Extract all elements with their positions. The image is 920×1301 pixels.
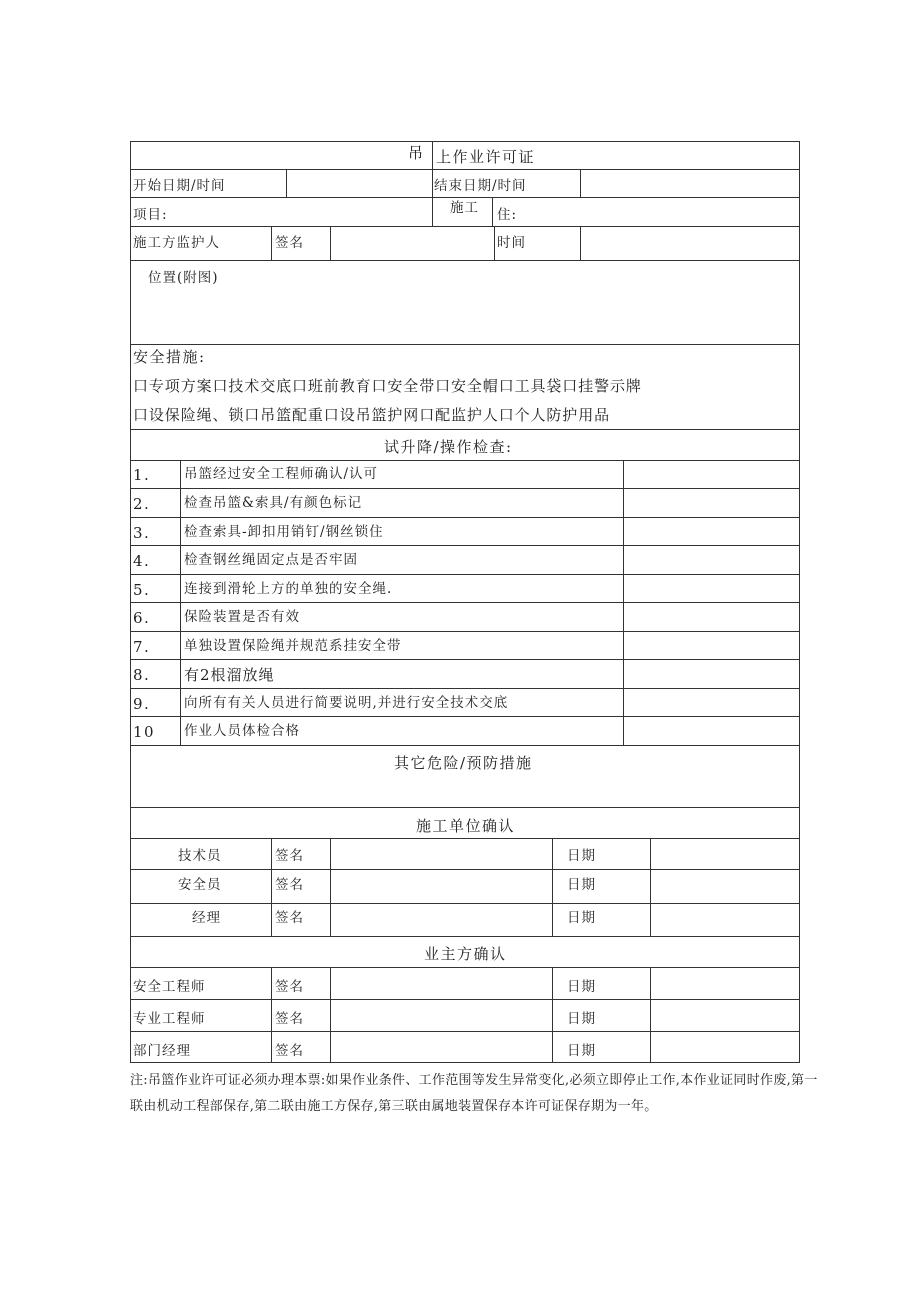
contractor-role: 经理 — [192, 910, 221, 926]
check-result-field[interactable] — [625, 576, 798, 601]
safety-measures-title: 安全措施: — [133, 348, 206, 366]
safety-measures-line-1[interactable]: 口专项方案口技术交底口班前教育口安全带口安全帽口工具袋口挂警示牌 — [133, 377, 642, 395]
check-item: 吊篮经过安全工程师确认/认可 — [184, 466, 379, 482]
date-field[interactable] — [652, 905, 798, 935]
signature-field[interactable] — [332, 905, 551, 935]
check-item: 作业人员体检合格 — [184, 723, 300, 739]
sign-label: 签名 — [275, 1043, 304, 1059]
signature-field[interactable] — [332, 1001, 551, 1030]
constr-unit-field[interactable] — [530, 199, 798, 225]
safety-measures-line-2[interactable]: 口设保险绳、锁口吊篮配重口设吊篮护网口配监护人口个人防护用品 — [133, 406, 611, 424]
check-no: 7. — [133, 638, 151, 656]
date-field[interactable] — [652, 1033, 798, 1061]
owner-role: 专业工程师 — [133, 1011, 206, 1027]
start-datetime-label: 开始日期/时间 — [133, 178, 226, 194]
check-item: 向所有有关人员进行简要说明,并进行安全技术交底 — [184, 695, 509, 711]
check-item: 保险装置是否有效 — [184, 609, 300, 625]
other-hazards-field[interactable] — [132, 776, 798, 806]
owner-confirm-title: 业主方确认 — [424, 945, 507, 963]
date-field[interactable] — [652, 840, 798, 868]
sign-label: 签名 — [275, 910, 304, 926]
owner-role: 部门经理 — [133, 1043, 191, 1059]
check-section-title: 试升降/操作检查: — [384, 438, 513, 456]
check-result-field[interactable] — [625, 718, 798, 744]
date-field[interactable] — [652, 969, 798, 998]
constr-unit-suffix: 住: — [497, 207, 518, 223]
check-no: 8. — [133, 666, 151, 684]
check-no: 6. — [133, 609, 151, 627]
contractor-role: 技术员 — [178, 848, 222, 864]
check-result-field[interactable] — [625, 633, 798, 658]
check-result-field[interactable] — [625, 462, 798, 487]
signature-field[interactable] — [332, 840, 551, 868]
start-datetime-field[interactable] — [288, 171, 431, 196]
other-hazards-title: 其它危险/预防措施 — [394, 754, 533, 772]
supervisor-label: 施工方监护人 — [133, 235, 220, 251]
check-no: 1. — [133, 466, 151, 484]
supervisor-time-field[interactable] — [582, 228, 798, 259]
sign-label: 签名 — [275, 979, 304, 995]
location-label: 位置(附图) — [148, 270, 219, 286]
title-left: 吊 — [408, 144, 425, 162]
footer-note: 注:吊篮作业许可证必须办理本票:如果作业条件、工作范围等发生异常变化,必须立即停止工作,本作业证同时作废,第一联由机动工程部保存,第二联由施工方保存,第三联由属地装置保存本许可证保存期为一年。 — [130, 1073, 818, 1114]
check-item: 检查索具-卸扣用销钉/钢丝锁住 — [184, 524, 384, 540]
form-title: 上作业许可证 — [436, 148, 536, 166]
date-label: 日期 — [567, 1011, 596, 1027]
signature-field[interactable] — [332, 1033, 551, 1061]
check-item: 连接到滑轮上方的单独的安全绳. — [184, 581, 393, 597]
check-no: 3. — [133, 524, 151, 542]
date-label: 日期 — [567, 910, 596, 926]
check-result-field[interactable] — [625, 519, 798, 544]
supervisor-sign-field[interactable] — [332, 228, 493, 259]
check-result-field[interactable] — [625, 661, 798, 687]
date-label: 日期 — [567, 1043, 596, 1059]
signature-field[interactable] — [332, 969, 551, 998]
date-field[interactable] — [652, 1001, 798, 1030]
check-result-field[interactable] — [625, 690, 798, 715]
check-item: 检查吊篮&索具/有颜色标记 — [184, 495, 363, 511]
contractor-role: 安全员 — [178, 877, 222, 893]
sign-label: 签名 — [275, 1011, 304, 1027]
check-item: 检查钢丝绳固定点是否牢固 — [184, 552, 358, 568]
check-no: 5. — [133, 581, 151, 599]
location-field[interactable] — [132, 290, 798, 342]
check-result-field[interactable] — [625, 604, 798, 630]
end-datetime-label: 结束日期/时间 — [434, 178, 527, 194]
check-no: 10 — [133, 723, 156, 741]
sign-label: 签名 — [275, 877, 304, 893]
supervisor-sign-label: 签名 — [275, 235, 304, 251]
check-no: 4. — [133, 552, 151, 570]
check-no: 9. — [133, 695, 151, 713]
supervisor-time-label: 时间 — [497, 235, 526, 251]
end-datetime-field[interactable] — [582, 171, 798, 196]
project-field[interactable] — [200, 199, 430, 225]
owner-role: 安全工程师 — [133, 979, 206, 995]
check-item: 有2根溜放绳 — [184, 666, 275, 684]
sign-label: 签名 — [275, 848, 304, 864]
contractor-confirm-title: 施工单位确认 — [416, 817, 516, 835]
project-label: 项目: — [133, 207, 168, 223]
check-item: 单独设置保险绳并规范系挂安全带 — [184, 638, 402, 654]
check-no: 2. — [133, 495, 151, 513]
signature-field[interactable] — [332, 871, 551, 902]
check-result-field[interactable] — [625, 490, 798, 516]
constr-unit-label: 施工 — [450, 200, 479, 216]
date-field[interactable] — [652, 871, 798, 902]
date-label: 日期 — [567, 877, 596, 893]
date-label: 日期 — [567, 848, 596, 864]
check-result-field[interactable] — [625, 547, 798, 573]
date-label: 日期 — [567, 979, 596, 995]
